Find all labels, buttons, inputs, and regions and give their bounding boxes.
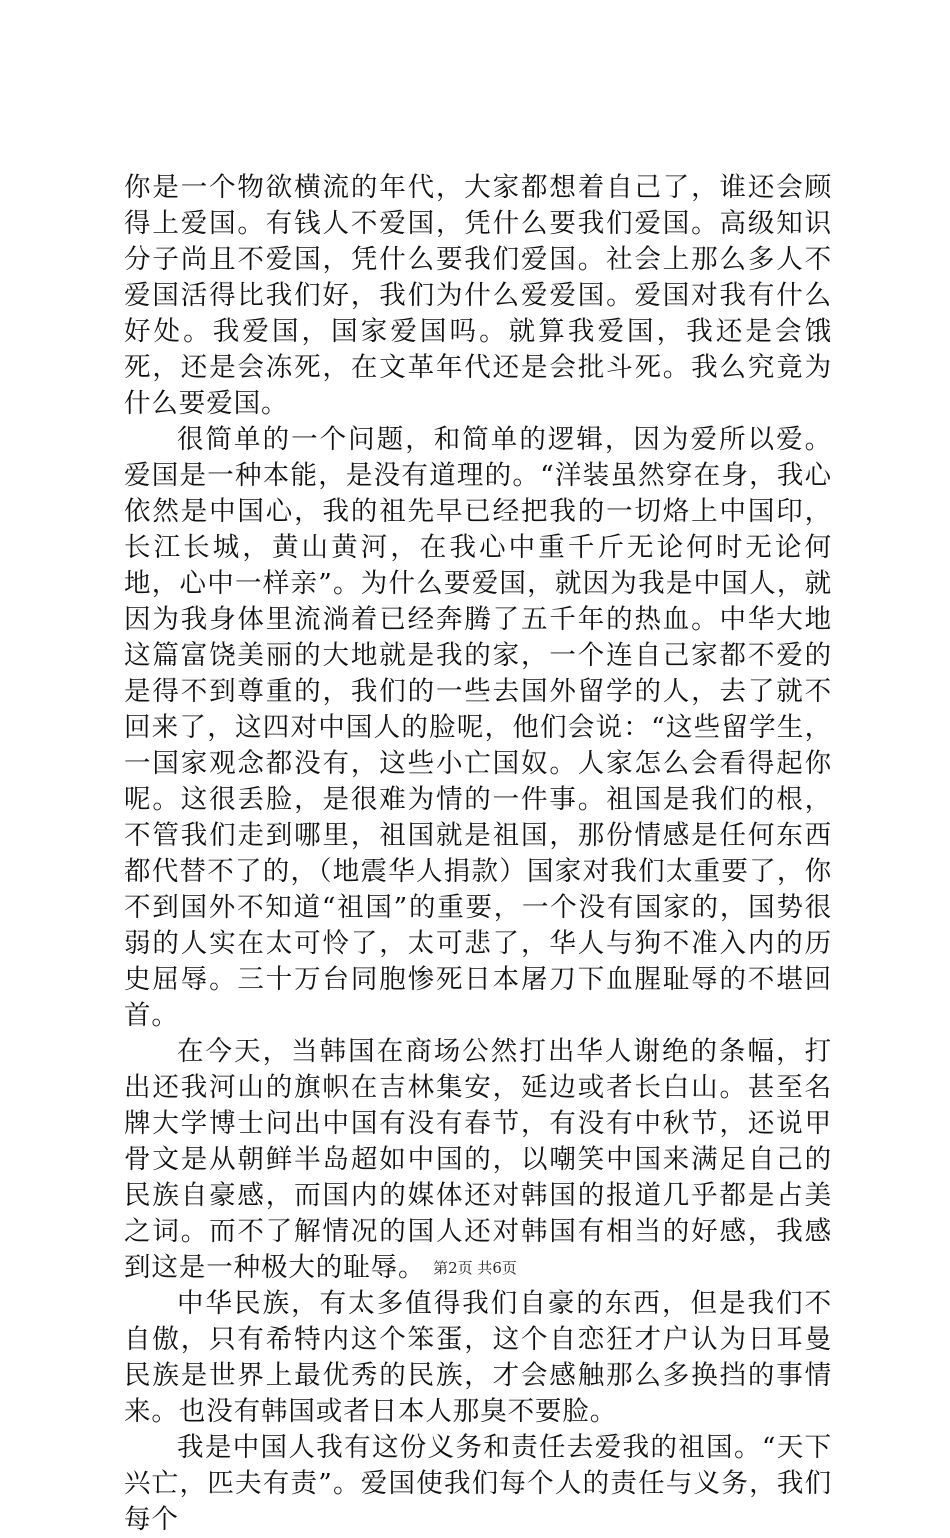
paragraph-5: 我是中国人我有这份义务和责任去爱我的祖国。“天下兴亡，匹夫有责”。爱国使我们每个人的责任与义务，我们每个: [124, 1432, 832, 1535]
paragraph-1: 你是一个物欲横流的年代，大家都想着自己了，谁还会顾得上爱国。有钱人不爱国，凭什么要我们爱国。高级知识分子尚且不爱国，凭什么要我们爱国。社会上那么多人不爱国活得比我们好，我们为什么爱爱国。爱国对我有什么好处。我爱国，国家爱国吗。就算我爱国，我还是会饿死，还是会冻死，在文革年代还是会批斗死。我么究竟为什么要爱国。: [124, 172, 832, 419]
paragraph-2: 很简单的一个问题，和简单的逻辑，因为爱所以爱。爱国是一种本能，是没有道理的。“洋装虽然穿在身，我心依然是中国心，我的祖先早已经把我的一切烙上中国印，长江长城，黄山黄河，在我心中重千斤无论何时无论何地，心中一样亲”。为什么要爱国，就因为我是中国人，就因为我身体里流淌着已经奔腾了五千年的热血。中华大地这篇富饶美丽的大地就是我的家，一个连自己家都不爱的是得不到尊重的，我们的一些去国外留学的人，去了就不回来了，这四对中国人的脸呢，他们会说：“这些留学生，一国家观念都没有，这些小亡国奴。人家怎么会看得起你呢。这很丢脸，是很难为情的一件事。祖国是我们的根，不管我们走到哪里，祖国就是祖国，那份情感是任何东西都代替不了的，（地震华人捐款）国家对我们太重要了，你不到国外不知道“祖国”的重要，一个没有国家的，国势很弱的人实在太可怜了，太可悲了，华人与狗不准入内的历史屈辱。三十万台同胞惨死日本屠刀下血腥耻辱的不堪回首。: [124, 424, 832, 1031]
document-body: [124, 170, 832, 1538]
paragraph-4: 中华民族，有太多值得我们自豪的东西，但是我们不自傲，只有希特内这个笨蛋，这个自恋狂才户认为日耳曼民族是世界上最优秀的民族，才会感触那么多换挡的事情来。也没有韩国或者日本人那臭不要脸。: [124, 1288, 832, 1427]
paragraph-3: 在今天，当韩国在商场公然打出华人谢绝的条幅，打出还我河山的旗帜在吉林集安，延边或者长白山。甚至名牌大学博士问出中国有没有春节，有没有中秋节，还说甲骨文是从朝鲜半岛超如中国的，以嘲笑中国来满足自己的民族自豪感，而国内的媒体还对韩国的报道几乎都是占美之词。而不了解情况的国人还对韩国有相当的好感，我感到这是一种极大的耻辱。: [124, 1036, 832, 1283]
page-number-footer: 第2页 共6页: [433, 1259, 517, 1277]
